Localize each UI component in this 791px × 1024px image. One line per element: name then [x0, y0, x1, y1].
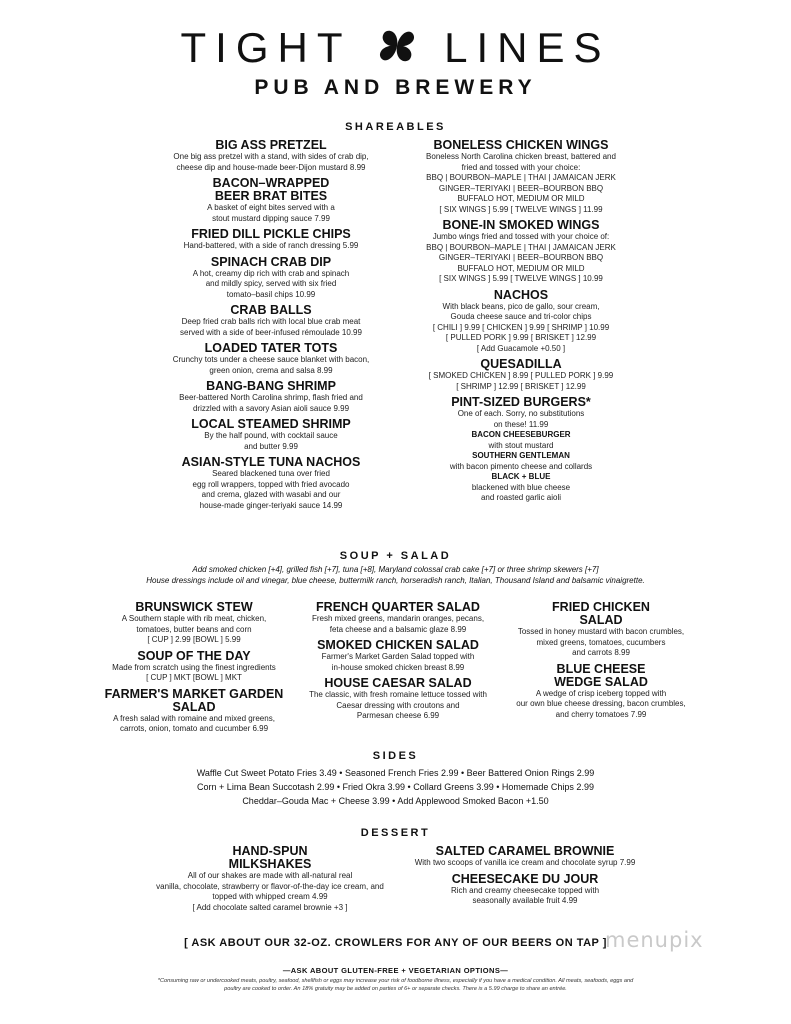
dessert-right-column [400, 845, 650, 907]
gluten-free-notice: —ASK ABOUT GLUTEN-FREE + VEGETARIAN OPTIONS— [282, 966, 509, 975]
menu-item-desc: and carrots 8.99 [572, 648, 630, 657]
menu-item-desc: Beer-battered North Carolina shrimp, flash fried and [179, 393, 363, 402]
menu-item-desc: Made from scratch using the finest ingredients [112, 662, 276, 672]
menu-item-name: CRAB BALLS [230, 303, 312, 317]
section-heading-soup-salad: SOUP + SALAD [339, 550, 452, 562]
menu-item-desc: house-made ginger-teriyaki sauce 14.99 [199, 500, 343, 510]
menu-item-name: FRIED DILL PICKLE CHIPS [191, 227, 351, 241]
burger-subitem-desc: with bacon pimento cheese and collards [449, 461, 593, 471]
menu-item-desc: carrots, onion, tomato and cucumber 6.99 [119, 724, 269, 733]
menu-item-desc: With black beans, pico de gallo, sour cream, [442, 301, 600, 311]
menu-item-desc: Farmer's Market Garden Salad topped with [321, 652, 475, 661]
menu-item-name: SPINACH CRAB DIP [210, 254, 332, 269]
menu-item-name: SALAD [579, 613, 623, 627]
burger-subitem-desc: and roasted garlic aioli [480, 493, 562, 502]
menu-item-desc: and crema, glazed with wasabi and our [201, 490, 341, 499]
menu-item-name: FARMER'S MARKET GARDEN SALAD [104, 686, 284, 714]
menu-item-name: BEER BRAT BITES [214, 189, 328, 203]
menu-item-desc: By the half pound, with cocktail sauce [204, 431, 338, 440]
menu-item-desc: and butter 9.99 [244, 441, 298, 451]
shareables-left-column [146, 139, 396, 511]
burger-subitem-name: BLACK + BLUE [491, 472, 551, 481]
menu-item-name: SALTED CARAMEL BROWNIE [435, 844, 615, 858]
menu-item-name: HAND-SPUN [232, 844, 308, 858]
menu-item-desc: One of each. Sorry, no substitutions [457, 409, 585, 418]
shareables-right-column [398, 139, 644, 504]
menu-item-desc: GINGER–TERIYAKI | BEER–BOURBON BBQ [438, 253, 604, 262]
menu-item-desc: All of our shakes are made with all-natural real [187, 871, 353, 880]
menu-item-desc: served with a side of beer-infused rémoulade 10.99 [180, 327, 362, 337]
menu-item-name: SMOKED CHICKEN SALAD [317, 638, 479, 652]
menu-item-name: NACHOS [493, 287, 549, 302]
menu-item-desc: GINGER–TERIYAKI | BEER–BOURBON BBQ [438, 183, 604, 193]
disclaimer-line: *Consuming raw or undercooked meats, poultry, seafood, shellfish or eggs may increase your risk of foodborne illness, especially if you have a medical condition. All meats, seafoods, eggs and [157, 978, 634, 984]
menu-item-desc: BBQ | BOURBON–MAPLE | THAI | JAMAICAN JERK [426, 242, 616, 252]
menu-item-name: BRUNSWICK STEW [135, 600, 253, 614]
menu-item-desc: fried and tossed with your choice: [461, 162, 581, 172]
menu-item-desc: [ SHRIMP ] 12.99 [ BRISKET ] 12.99 [456, 381, 586, 391]
menu-item-desc: One big ass pretzel with a stand, with sides of crab dip, [173, 152, 369, 161]
menu-item-name: QUESADILLA [480, 357, 562, 371]
menu-item-name: HOUSE CAESAR SALAD [324, 676, 472, 690]
menu-item-desc: green onion, crema and salsa 8.99 [209, 365, 333, 375]
menu-item-desc: feta cheese and a balsamic glaze 8.99 [329, 624, 467, 634]
menu-item-name: FRIED CHICKEN [552, 600, 650, 614]
soup-salad-col-3 [503, 601, 699, 720]
menu-item-desc: [ CHILI ] 9.99 [ CHICKEN ] 9.99 [ SHRIMP ] 10.99 [432, 322, 610, 332]
menu-item-desc: [ Add chocolate salted caramel brownie +3 ] [192, 902, 348, 912]
menu-item-name: LOCAL STEAMED SHRIMP [191, 417, 351, 431]
restaurant-title [0, 26, 791, 70]
menu-item-desc: Crunchy tots under a cheese sauce blanket with bacon, [172, 355, 370, 364]
menu-item-desc: Hand-battered, with a side of ranch dressing 5.99 [183, 241, 359, 250]
disclaimer [0, 977, 791, 993]
menu-item-desc: Boneless North Carolina chicken breast, battered and [426, 152, 616, 161]
title-lines: LINES [444, 24, 611, 71]
menu-item-name: CHEESECAKE DU JOUR [451, 871, 599, 886]
menu-item-desc: BBQ | BOURBON–MAPLE | THAI | JAMAICAN JERK [426, 173, 616, 182]
menu-item-desc: A hot, creamy dip rich with crab and spinach [192, 268, 350, 278]
menu-item-name: WEDGE SALAD [554, 674, 648, 689]
menu-item-name: BACON–WRAPPED [212, 176, 330, 190]
burger-subitem-name: BACON CHEESEBURGER [471, 430, 571, 439]
soup-salad-addons-note: Add smoked chicken [+4], grilled fish [+7], tuna [+8], Maryland colossal crab cake [+7] or three shrimp skewers [+7] [192, 565, 599, 574]
menu-item-desc: Deep fried crab balls rich with local blue crab meat [181, 317, 361, 326]
menu-item-desc: topped with whipped cream 4.99 [212, 892, 328, 901]
menu-item-desc: Seared blackened tuna over fried [212, 469, 330, 478]
menu-item-name: SOUP OF THE DAY [137, 648, 251, 663]
menu-item-desc: stout mustard dipping sauce 7.99 [212, 213, 330, 223]
crowlers-notice: [ ASK ABOUT OUR 32-OZ. CROWLERS FOR ANY OF OUR BEERS ON TAP ] [184, 937, 607, 949]
menu-item-desc: cheese dip and house-made beer-Dijon mustard 8.99 [176, 162, 366, 172]
soup-salad-col-1 [88, 601, 300, 735]
menu-item-desc: vanilla, chocolate, strawberry or flavor-of-the-day ice cream, and [156, 881, 384, 891]
menu-item-desc: tomatoes, butter beans and corn [136, 624, 252, 634]
menu-item-desc: mixed greens, tomatoes, cucumbers [536, 637, 666, 647]
restaurant-subtitle: PUB AND BREWERY [254, 76, 537, 99]
menu-item-name: BLUE CHEESE [556, 661, 646, 676]
menu-item-desc: tomato–basil chips 10.99 [226, 289, 316, 299]
burger-subitem-desc: blackened with blue cheese [471, 482, 571, 492]
menu-item-desc: A Southern staple with rib meat, chicken, [121, 614, 267, 623]
section-heading-sides: SIDES [372, 750, 419, 762]
section-heading-shareables: SHAREABLES [345, 121, 446, 133]
clover-logo-icon [377, 26, 417, 66]
menu-item-desc: Parmesan cheese 6.99 [356, 711, 440, 720]
menu-item-desc: [ SMOKED CHICKEN ] 8.99 [ PULLED PORK ] 9.99 [428, 371, 614, 380]
menu-item-desc: and cherry tomatoes 7.99 [555, 709, 647, 719]
menu-item-desc: [ SIX WINGS ] 5.99 [ TWELVE WINGS ] 10.99 [439, 274, 603, 283]
menu-item-desc: on these! 11.99 [493, 419, 549, 429]
menu-item-desc: our own blue cheese dressing, bacon crumbles, [516, 699, 686, 708]
menu-item-name: BANG-BANG SHRIMP [206, 379, 336, 393]
menu-item-desc: Tossed in honey mustard with bacon crumbles, [517, 627, 685, 636]
burger-subitem-name: SOUTHERN GENTLEMAN [472, 451, 570, 460]
burger-subitem-desc: with stout mustard [488, 440, 554, 450]
menu-item-desc: [ CUP ] 2.99 [BOWL ] 5.99 [147, 635, 241, 644]
menu-item-desc: [ SIX WINGS ] 5.99 [ TWELVE WINGS ] 11.99 [439, 204, 603, 214]
section-heading-dessert: DESSERT [360, 827, 431, 839]
menu-item-desc: [ PULLED PORK ] 9.99 [ BRISKET ] 12.99 [445, 333, 597, 342]
title-tight: TIGHT [180, 24, 351, 71]
sides-line: Cheddar–Gouda Mac + Cheese 3.99 • Add Applewood Smoked Bacon +1.50 [242, 796, 549, 806]
menu-item-desc: A wedge of crisp iceberg topped with [535, 688, 667, 698]
sides-line: Waffle Cut Sweet Potato Fries 3.49 • Seasoned French Fries 2.99 • Beer Battered Onion Rings 2.99 [196, 768, 595, 778]
menu-item-name: BONE-IN SMOKED WINGS [442, 218, 600, 232]
menu-item-desc: Fresh mixed greens, mandarin oranges, pecans, [311, 614, 485, 623]
menu-item-name: ASIAN-STYLE TUNA NACHOS [181, 455, 361, 469]
watermark-text: menupix [605, 928, 704, 952]
menu-item-desc: [ Add Guacamole +0.50 ] [476, 343, 566, 353]
dressings-note: House dressings include oil and vinegar, blue cheese, buttermilk ranch, horseradish ranch, Italian, Thousand Island and balsamic vinaigrette. [146, 576, 645, 585]
menu-item-desc: BUFFALO HOT, MEDIUM OR MILD [457, 194, 585, 203]
menu-item-desc: [ CUP ] MKT [BOWL ] MKT [146, 673, 242, 682]
menu-item-desc: Gouda cheese sauce and tri-color chips [450, 312, 592, 321]
menu-item-desc: Rich and creamy cheesecake topped with [450, 885, 600, 895]
menu-item-desc: Caesar dressing with croutons and [336, 700, 460, 710]
soup-salad-col-2 [298, 601, 498, 722]
menu-item-desc: The classic, with fresh romaine lettuce tossed with [309, 690, 487, 699]
menu-item-name: FRENCH QUARTER SALAD [316, 600, 480, 614]
menu-item-desc: A fresh salad with romaine and mixed greens, [113, 713, 275, 723]
sides-line: Corn + Lima Bean Succotash 2.99 • Fried Okra 3.99 • Collard Greens 3.99 • Homemade Chips 2.99 [197, 782, 594, 792]
disclaimer-line: poultry are cooked to order. An 18% gratuity may be added on parties of 6+ or separate checks. There is a 5.99 charge to share an entrée. [224, 986, 567, 992]
menu-item-name: MILKSHAKES [228, 857, 312, 871]
menu-item-desc: seasonally available fruit 4.99 [472, 896, 578, 905]
menu-item-desc: Jumbo wings fried and tossed with your choice of: [432, 232, 610, 241]
menu-item-name: PINT-SIZED BURGERS* [451, 395, 591, 409]
menu-item-name: BONELESS CHICKEN WINGS [433, 138, 609, 152]
menu-item-desc: in-house smoked chicken breast 8.99 [331, 662, 465, 672]
dessert-left-column [140, 845, 400, 913]
sides-list [0, 766, 791, 808]
menu-item-name: BIG ASS PRETZEL [215, 138, 327, 152]
menu-item-name: LOADED TATER TOTS [204, 341, 338, 355]
menu-item-desc: drizzled with a savory Asian aioli sauce 9.99 [192, 403, 350, 413]
menu-item-desc: BUFFALO HOT, MEDIUM OR MILD [457, 263, 585, 273]
menu-item-desc: and mildly spicy, served with six fried [205, 279, 337, 288]
menu-item-desc: egg roll wrappers, topped with fried avocado [192, 479, 350, 489]
menu-item-desc: With two scoops of vanilla ice cream and chocolate syrup 7.99 [414, 858, 636, 867]
menu-item-desc: A basket of eight bites served with a [207, 203, 335, 212]
